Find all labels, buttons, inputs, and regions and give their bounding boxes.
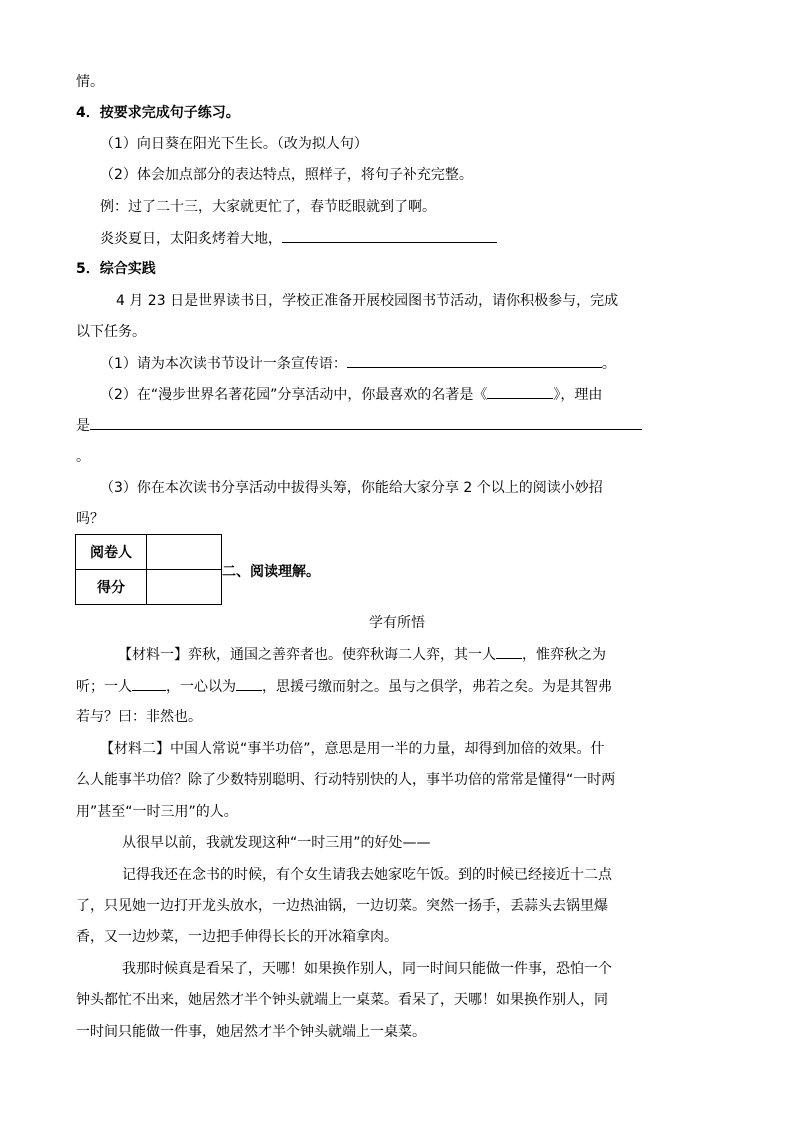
material-1-line: 若与？曰：非然也。 — [76, 709, 202, 725]
answer-blank[interactable] — [132, 676, 166, 691]
question-5-3: （3）你在本次读书分享活动中拔得头筹，你能给大家分享 2 个以上的阅读小妙招 — [100, 480, 603, 496]
question-5-intro-cont: 以下任务。 — [76, 324, 146, 340]
material-1-line — [76, 676, 612, 697]
material-1-text: 听；一人 — [76, 679, 132, 695]
question-5-2 — [100, 384, 602, 405]
material-1-text: ，一心以为 — [166, 679, 236, 695]
question-5-2-text: （2）在“漫步世界名著花园”分享活动中，你最喜欢的名著是《 — [100, 387, 488, 403]
question-5-2-end: 。 — [76, 449, 90, 465]
question-5-2-reason-label: 是 — [76, 418, 90, 434]
question-5-1 — [100, 353, 616, 374]
material-1-line — [118, 644, 606, 665]
question-5-intro: 4 月 23 日是世界读书日，学校正准备开展校园图书节活动，请你积极参与，完成 — [116, 293, 619, 309]
question-4-example: 例：过了二十三，大家就更忙了，春节眨眼就到了啊。 — [100, 199, 436, 215]
material-2-line: 【材料二】中国人常说“事半功倍”，意思是用一半的力量，却得到加倍的效果。什 — [100, 741, 605, 757]
question-4-1: （1）向日葵在阳光下生长。（改为拟人句） — [100, 136, 368, 152]
question-5-1-end: 。 — [601, 356, 616, 372]
paragraph-line: 了，只见她一边打开龙头放水，一边热油锅，一边切菜。突然一扬手，丢蒜头去锅里爆 — [76, 898, 608, 914]
question-5-1-text: （1）请为本次读书节设计一条宣传语： — [100, 356, 347, 372]
question-4-title: 4．按要求完成句子练习。 — [76, 105, 240, 121]
book-title-blank[interactable] — [487, 384, 553, 399]
paragraph-line: 我那时候真是看呆了，天哪！如果换作别人，同一时间只能做一件事，恐怕一个 — [122, 961, 612, 977]
passage-title: 学有所悟 — [369, 615, 425, 631]
material-1-text-b: ，惟弈秋之为 — [522, 647, 606, 663]
material-2-line: 么人能事半功倍？除了少数特别聪明、行动特别快的人，事半功倍的常常是懂得“一时两 — [76, 772, 616, 788]
slogan-blank[interactable] — [347, 353, 602, 368]
question-5-2-text-b: 》，理由 — [553, 387, 603, 403]
paragraph-line: 一时间只能做一件事，她居然才半个钟头就端上一桌菜。 — [76, 1024, 426, 1040]
material-1-text: 【材料一】弈秋，通国之善弈者也。使弈秋诲二人弈，其一人 — [118, 647, 496, 663]
score-label: 得分 — [76, 570, 147, 605]
question-4-fill — [100, 228, 497, 249]
material-2-line: 用”甚至“一时三用”的人。 — [76, 804, 238, 820]
paragraph-line: 钟头都忙不出来，她居然才半个钟头就端上一桌菜。看呆了，天哪！如果换作别人，同 — [76, 992, 608, 1008]
paragraph-line: 记得我还在念书的时候，有个女生请我去她家吃午饭。到的时候已经接近十二点 — [122, 867, 612, 883]
answer-blank[interactable] — [282, 228, 497, 243]
paragraph-line: 从很早以前，我就发现这种“一时三用”的好处—— — [122, 835, 431, 851]
text-line: 情。 — [76, 74, 104, 90]
answer-blank[interactable] — [236, 676, 262, 691]
question-5-2-reason — [76, 415, 642, 436]
score-cell[interactable] — [147, 570, 222, 605]
question-4-2: （2）体会加点部分的表达特点，照样子，将句子补充完整。 — [100, 167, 473, 183]
material-1-text: ，思援弓缴而射之。虽与之俱学，弗若之矣。为是其智弗 — [262, 679, 612, 695]
answer-blank[interactable] — [496, 644, 522, 659]
paragraph-line: 香，又一边炒菜，一边把手伸得长长的开冰箱拿肉。 — [76, 929, 398, 945]
section-title: 二、阅读理解。 — [222, 564, 320, 580]
question-4-fill-text: 炎炎夏日，太阳炙烤着大地， — [100, 231, 282, 247]
question-5-3-cont: 吗？ — [76, 511, 104, 527]
reason-blank[interactable] — [90, 415, 642, 430]
reviewer-label: 阅卷人 — [76, 535, 147, 570]
score-table — [75, 534, 222, 605]
question-5-title: 5．综合实践 — [76, 261, 156, 277]
reviewer-cell[interactable] — [147, 535, 222, 570]
